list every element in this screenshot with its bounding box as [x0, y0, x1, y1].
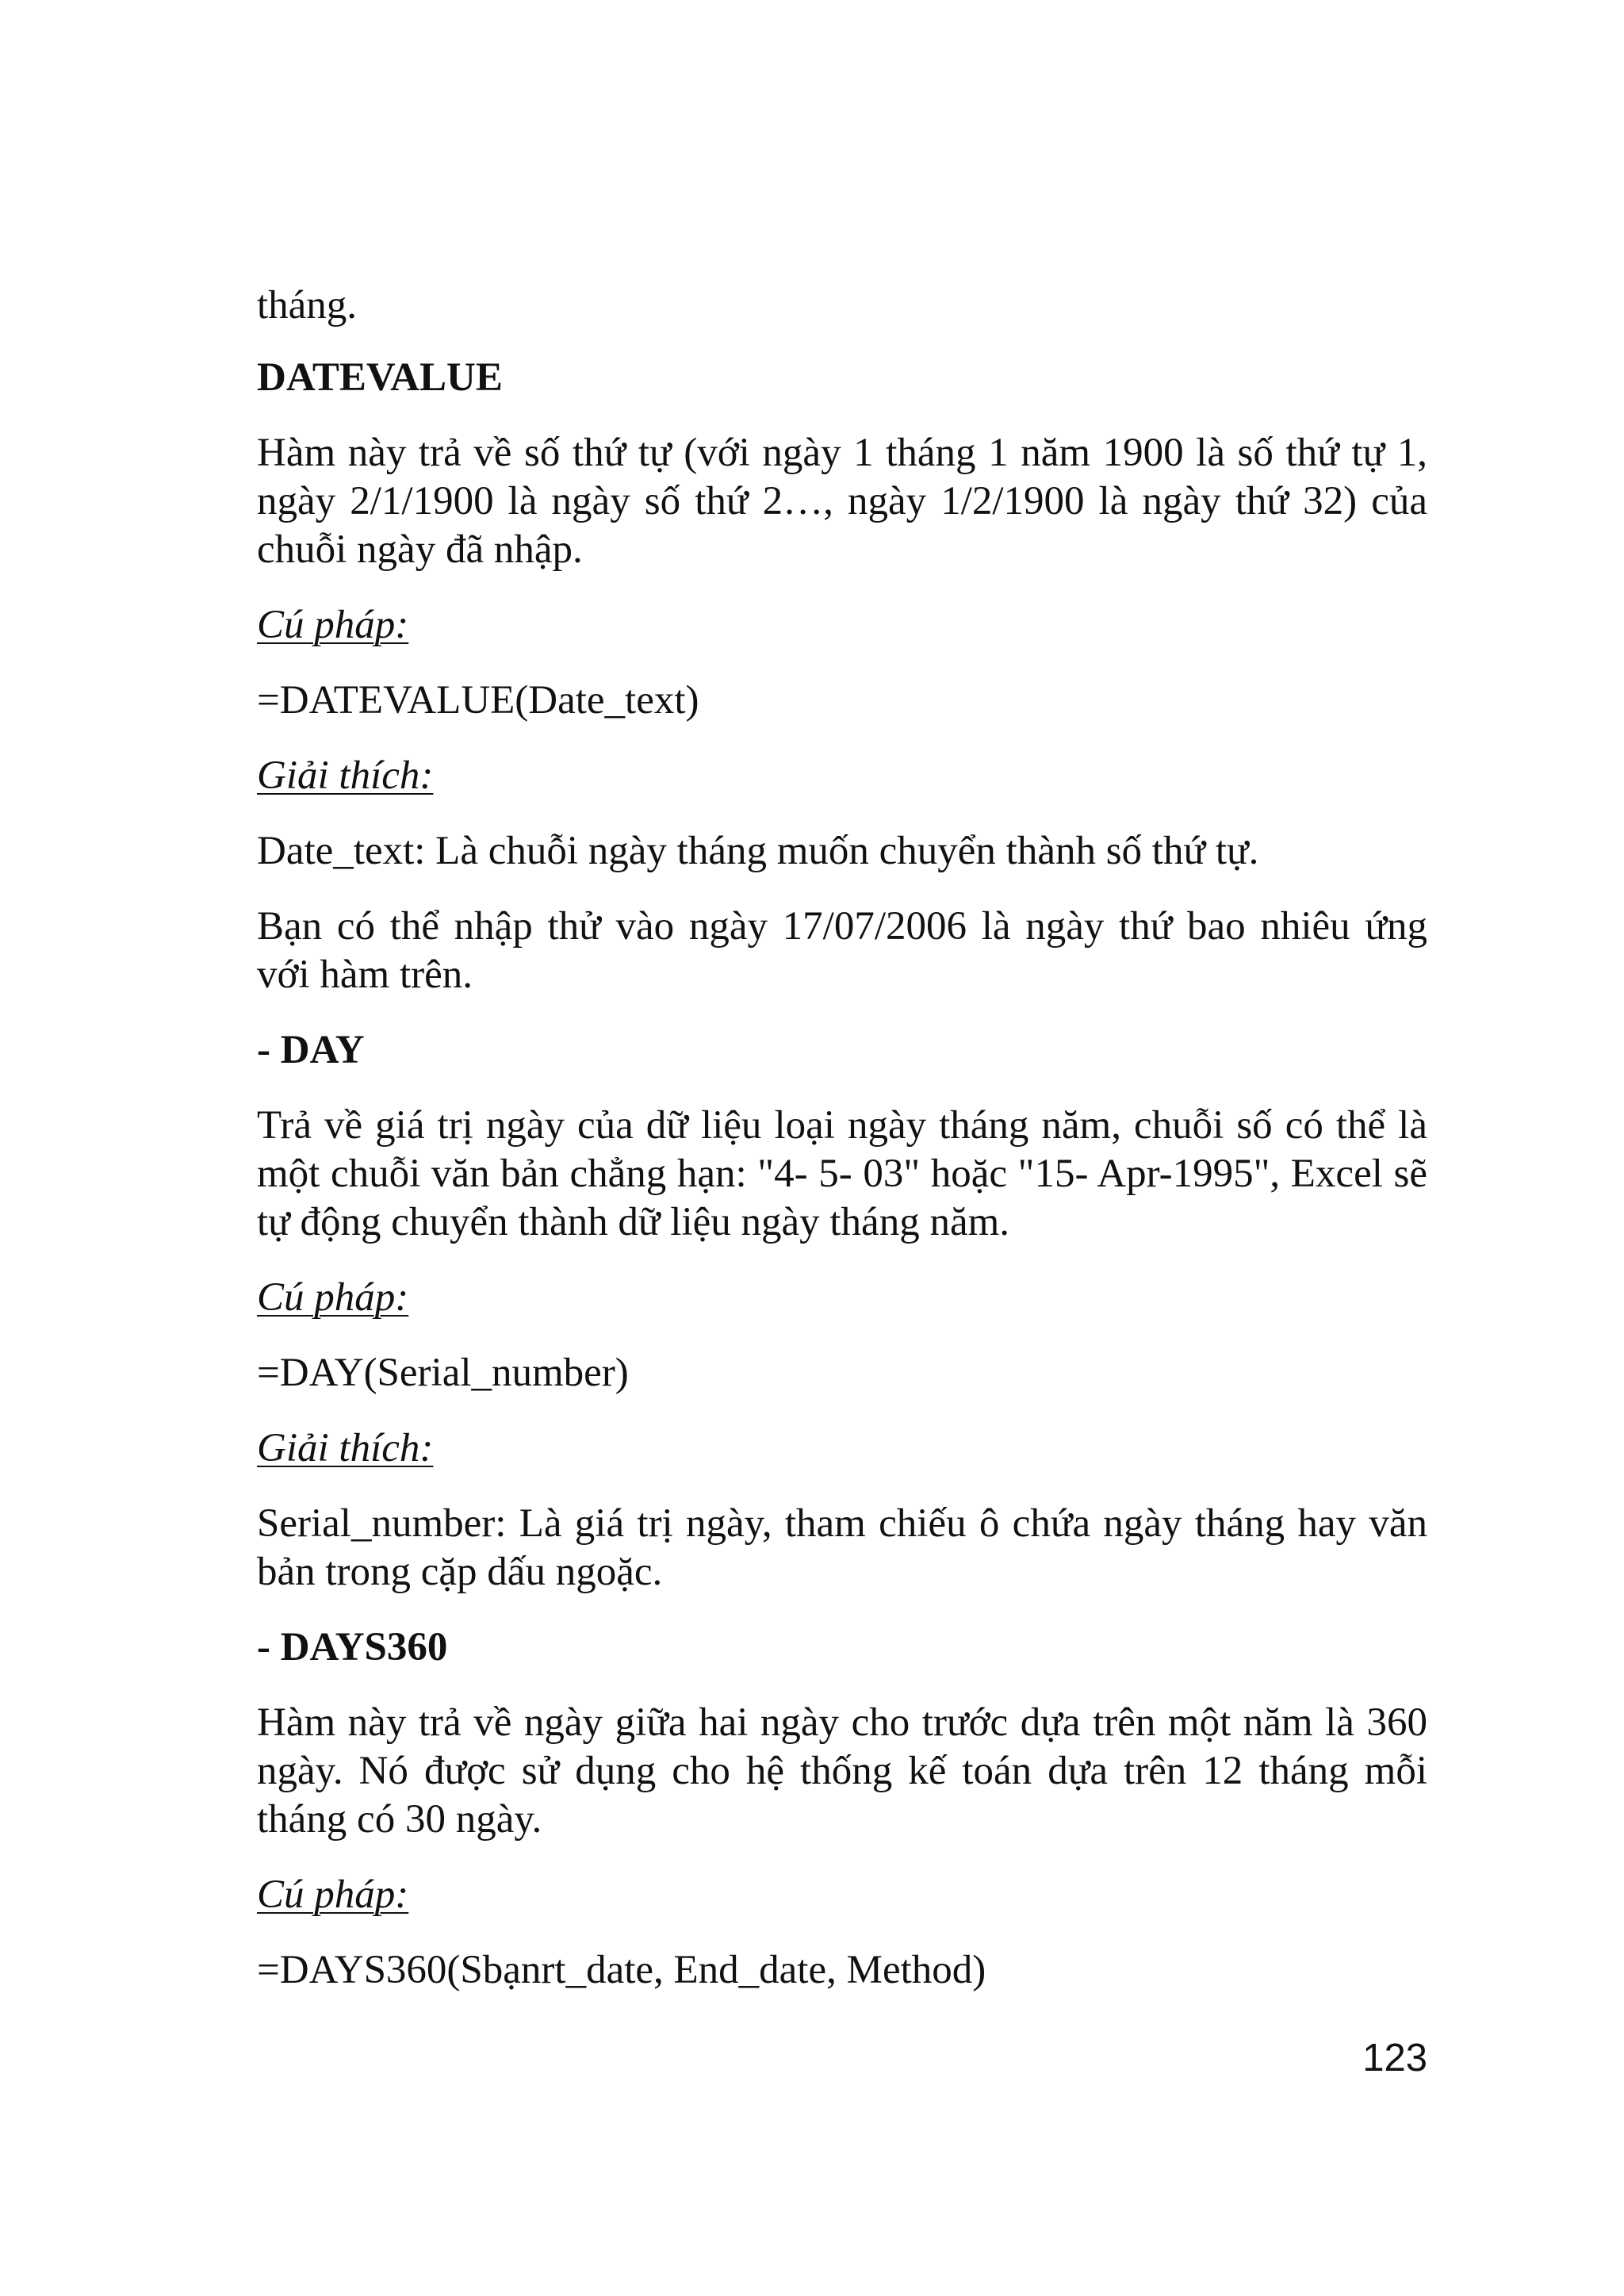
days360-syntax-label: Cú pháp: [257, 1872, 409, 1917]
datevalue-explain: Date_text: Là chuỗi ngày tháng muốn chuyển thành số thứ tự. [257, 829, 1259, 873]
datevalue-explain-label: Giải thích: [257, 753, 434, 798]
day-syntax-label: Cú pháp: [257, 1275, 409, 1320]
datevalue-syntax-label: Cú pháp: [257, 603, 409, 647]
day-explain: Serial_number: Là giá trị ngày, tham chiếu ô chứa ngày tháng hay văn bản trong cặp dấu ngoặc. [257, 1501, 1427, 1594]
page-body [257, 282, 1427, 2022]
datevalue-note: Bạn có thể nhập thử vào ngày 17/07/2006 là ngày thứ bao nhiêu ứng với hàm trên. [257, 904, 1427, 997]
days360-description: Hàm này trả về ngày giữa hai ngày cho trước dựa trên một năm là 360 ngày. Nó được sử dụng cho hệ thống kế toán dựa trên 12 tháng mỗi tháng có 30 ngày. [257, 1700, 1427, 1842]
day-description: Trả về giá trị ngày của dữ liệu loại ngày tháng năm, chuỗi số có thể là một chuỗi văn bản chẳng hạn: "4- 5- 03" hoặc "15- Apr-1995", Excel sẽ tự động chuyển thành dữ liệu ngày tháng năm. [257, 1103, 1427, 1244]
day-explain-label: Giải thích: [257, 1426, 434, 1470]
heading-datevalue: DATEVALUE [257, 355, 503, 400]
heading-day: - DAY [257, 1028, 365, 1072]
heading-days360: - DAYS360 [257, 1625, 448, 1669]
continued-text: tháng. [257, 283, 358, 328]
days360-syntax: =DAYS360(Sbạnrt_date, End_date, Method) [257, 1948, 986, 1992]
datevalue-description: Hàm này trả về số thứ tự (với ngày 1 tháng 1 năm 1900 là số thứ tự 1, ngày 2/1/1900 là ngày số thứ 2…, ngày 1/2/1900 là ngày thứ 32) của chuỗi ngày đã nhập. [257, 431, 1427, 572]
page-number: 123 [1362, 2037, 1427, 2079]
day-syntax: =DAY(Serial_number) [257, 1351, 629, 1395]
datevalue-syntax: =DATEVALUE(Date_text) [257, 678, 699, 723]
